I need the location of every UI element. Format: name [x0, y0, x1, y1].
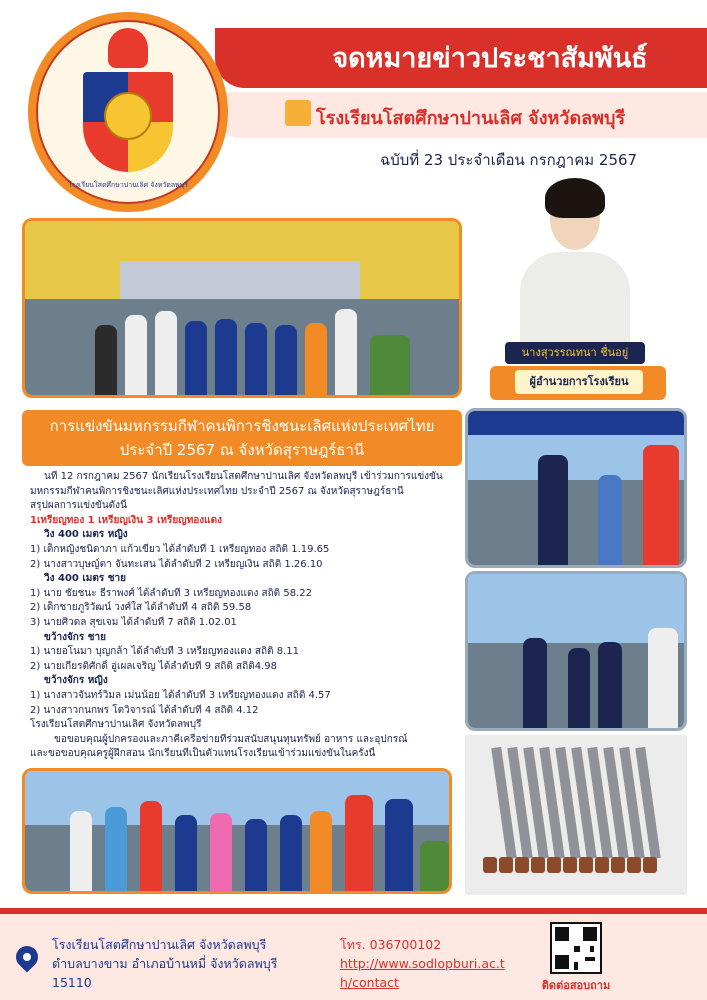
- director-hair: [545, 178, 605, 218]
- article-intro-3: สรุปผลการแข่งขันดังนี้: [30, 500, 127, 512]
- section-heading: ขว้างจักร ชาย: [44, 631, 106, 643]
- section-heading: วิ่ง 400 เมตร ชาย: [44, 573, 126, 585]
- result-line: 1) นางสาวจันทร์วิมล เม่นน้อย ได้ลำดับที่ 3 เหรียญทองแดง สถิติ 4.57: [30, 689, 331, 701]
- newsletter-title: จดหมายข่าวประชาสัมพันธ์: [332, 43, 648, 74]
- closing-2: ขอขอบคุณผู้ปกครองและภาคีเครือข่ายที่ร่วมสนับสนุนทุนทรัพย์ อาหาร และอุปกรณ์: [54, 733, 408, 745]
- bottom-group-photo: [22, 768, 452, 894]
- result-line: 1) นายอโนมา บุญกล้า ได้ลำดับที่ 3 เหรียญทองแดง สถิติ 8.11: [30, 646, 299, 658]
- issue-line: ฉบับที่ 23 ประจำเดือน กรกฎาคม 2567: [380, 151, 638, 169]
- result-line: 1) เด็กหญิงชนิดาภา แก้วเขียว ได้ลำดับที่ 1 เหรียญทอง สถิติ 1.19.65: [30, 543, 330, 555]
- school-building-icon: [285, 100, 311, 126]
- qr-label: ติดต่อสอบถาม: [541, 979, 611, 992]
- director-body: [520, 252, 630, 342]
- result-line: 1) นาย ชัยชนะ ธีราพงศ์ ได้ลำดับที่ 3 เหรียญทองแดง สถิติ 58.22: [30, 587, 312, 599]
- article-intro-2: มหกรรมกีฬาคนพิการชิงชนะเลิศแห่งประเทศไทย ประจำปี 2567 ณ จังหวัดสุราษฎร์ธานี: [30, 485, 404, 497]
- footer-address: [52, 935, 332, 992]
- medals-photo: [465, 735, 687, 895]
- footer-divider: [0, 908, 707, 914]
- crest-caption: โรงเรียนโสตศึกษาปานเลิศ จังหวัดลพบุรี: [67, 181, 188, 189]
- result-line: 2) เด็กชายภูริวัฒน์ วงศ์ใส ได้ลำดับที่ 4 สถิติ 59.58: [30, 602, 252, 614]
- result-line: 2) นางสาวบุษญ์ตา จันทะเสน ได้ลำดับที่ 2 เหรียญเงิน สถิติ 1.26.10: [30, 558, 323, 570]
- article-body: [30, 470, 460, 762]
- top-group-photo: [22, 218, 462, 398]
- qr-code-icon[interactable]: [550, 922, 602, 974]
- event-title-line2: ประจำปี 2567 ณ จังหวัดสุราษฎร์ธานี: [119, 441, 365, 459]
- website-link-cont[interactable]: h/contact: [340, 975, 399, 990]
- result-line: 3) นายศิวดล สุขเจม ได้ลำดับที่ 7 สถิติ 1.02.01: [30, 616, 237, 628]
- closing-3: และขอขอบคุณครูผู้ฝึกสอน นักเรียนที่เป็นตัวแทนโรงเรียนเข้าร่วมแข่งขันในครั้งนี้: [30, 748, 376, 760]
- article-intro-1: นที่ 12 กรกฎาคม 2567 นักเรียนโรงเรียนโสตศึกษาปานเลิศ จังหวัดลพบุรี เข้าร่วมการแข่งขัน: [44, 471, 443, 482]
- medal-ceremony-photo-1: [465, 408, 687, 568]
- event-title-line1: การแข่งขันมหกรรมกีฬาคนพิการชิงชนะเลิศแห่งประเทศไทย: [49, 417, 435, 435]
- address-line-3: 15110: [52, 975, 92, 990]
- school-name: โรงเรียนโสตศึกษาปานเลิศ จังหวัดลพบุรี: [316, 108, 626, 129]
- result-line: 2) นายเกียรติศักดิ์ อู่เผลเจริญ ได้ลำดับที่ 9 สถิติ สถิติ4.98: [30, 660, 277, 672]
- section-heading: ขว้างจักร หญิง: [44, 675, 108, 687]
- director-role: ผู้อำนวยการโรงเรียน: [515, 370, 643, 394]
- website-link[interactable]: http://www.sodlopburi.ac.t: [340, 956, 505, 971]
- event-title: [22, 414, 462, 462]
- result-line: 2) นางสาวกนกพร โตวิจารณ์ ได้ลำดับที่ 4 สถิติ 4.12: [30, 704, 259, 716]
- director-name: นางสุวรรณทนา ชื่นอยู่: [505, 342, 645, 364]
- footer-contact: [340, 935, 530, 992]
- phone: โทร. 036700102: [340, 937, 442, 952]
- address-line-2: ตำบลบางขาม อำเภอบ้านหมี่ จังหวัดลพบุรี: [52, 956, 278, 971]
- medal-summary: 1เหรียญทอง 1 เหรียญเงิน 3 เหรียญทองแดง: [30, 514, 223, 526]
- section-heading: วิ่ง 400 เมตร หญิง: [44, 529, 128, 541]
- closing-1: โรงเรียนโสตศึกษาปานเลิศ จังหวัดลพบุรี: [30, 719, 202, 731]
- medal-ceremony-photo-2: [465, 571, 687, 731]
- address-line-1: โรงเรียนโสตศึกษาปานเลิศ จังหวัดลพบุรี: [52, 937, 267, 952]
